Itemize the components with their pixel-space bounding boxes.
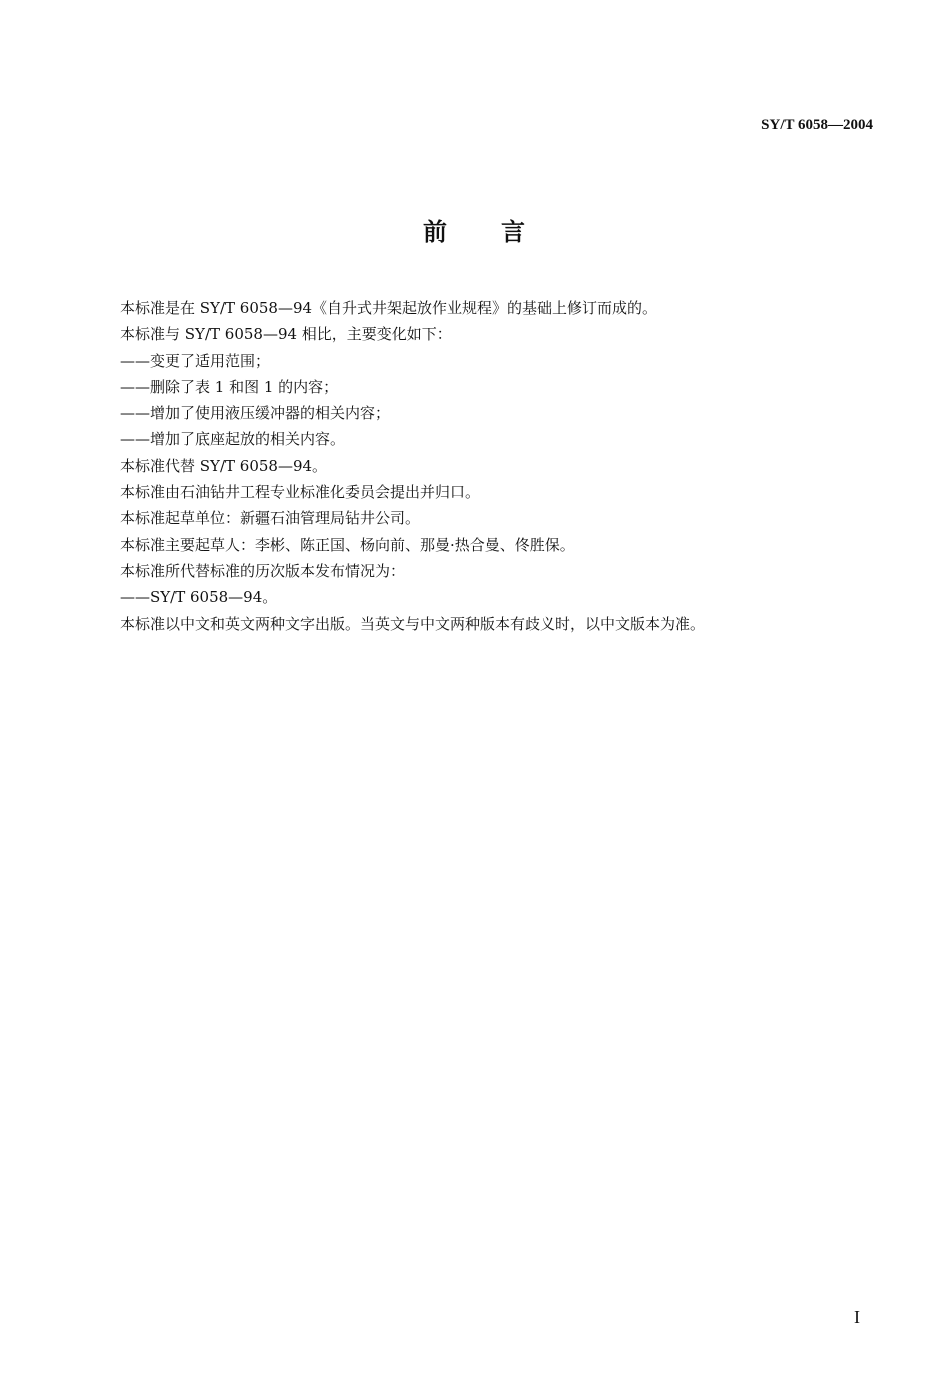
paragraph-line: 本标准以中文和英文两种文字出版。当英文与中文两种版本有歧义时，以中文版本为准。 [120,614,706,633]
paragraph-line: 本标准代替 SY/T 6058—94。 [120,456,328,475]
page-title: 前 言 [423,218,527,246]
change-list-item: ——增加了使用液压缓冲器的相关内容； [120,404,391,423]
standard-code: SY/T 6058—2004 [761,117,873,133]
change-list-item: ——变更了适用范围； [120,351,271,370]
change-list-item: ——增加了底座起放的相关内容。 [120,430,346,449]
page-number: I [854,1307,860,1327]
history-list-item: ——SY/T 6058—94。 [120,588,278,607]
paragraph-line: 本标准是在 SY/T 6058—94《自升式井架起放作业规程》的基础上修订而成的。 [120,299,658,317]
foreword-body [120,295,880,637]
paragraph-line: 本标准主要起草人：李彬、陈正国、杨向前、那曼·热合曼、佟胜保。 [120,535,575,554]
paragraph-line: 本标准起草单位：新疆石油管理局钻井公司。 [120,509,421,528]
paragraph-line: 本标准与 SY/T 6058—94 相比，主要变化如下： [120,325,452,344]
paragraph-line: 本标准由石油钻井工程专业标准化委员会提出并归口。 [120,483,481,502]
paragraph-line: 本标准所代替标准的历次版本发布情况为： [120,561,406,580]
change-list-item: ——删除了表 1 和图 1 的内容； [120,377,339,396]
